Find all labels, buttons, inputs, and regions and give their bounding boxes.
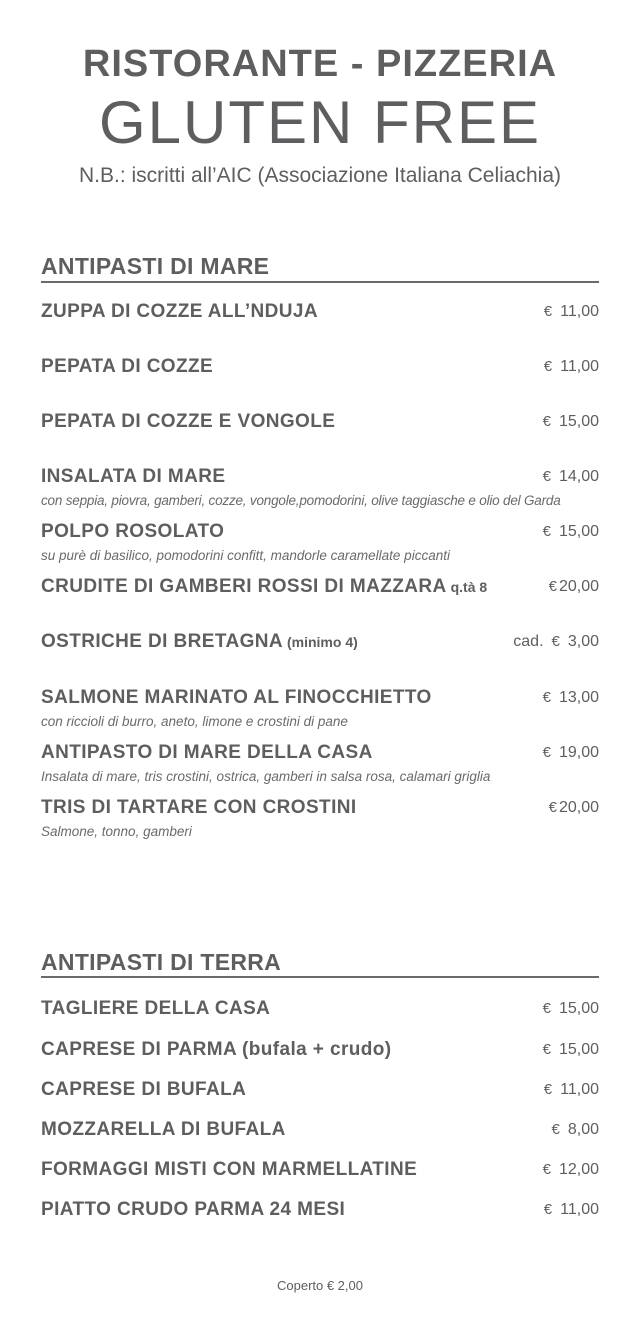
item-price: € 15,00: [542, 1000, 599, 1017]
item-name: OSTRICHE DI BRETAGNA (minimo 4): [41, 631, 358, 652]
item-name: PEPATA DI COZZE: [41, 356, 214, 377]
item-name: CAPRESE DI BUFALA: [41, 1079, 247, 1100]
item-name: POLPO ROSOLATO: [41, 521, 225, 542]
item-price: € 12,00: [542, 1161, 599, 1178]
item-price: € 11,00: [543, 1081, 599, 1098]
section-divider: [41, 976, 599, 978]
item-price: € 19,00: [542, 744, 599, 761]
item-name: PEPATA DI COZZE E VONGOLE: [41, 411, 336, 432]
item-description: su purè di basilico, pomodorini confitt, mandorle caramellate piccanti: [41, 548, 450, 563]
item-description: con riccioli di burro, aneto, limone e crostini di pane: [41, 714, 348, 729]
item-price: cad. € 3,00: [513, 633, 599, 650]
item-price: € 8,00: [551, 1121, 599, 1138]
item-price: € 20,00: [548, 799, 599, 816]
aic-note: N.B.: iscritti all’AIC (Associazione Italiana Celiachia): [78, 164, 561, 187]
item-price: € 11,00: [543, 358, 599, 375]
item-name: ZUPPA DI COZZE ALL’NDUJA: [41, 301, 319, 322]
item-price: € 11,00: [543, 1201, 599, 1218]
item-name: SALMONE MARINATO AL FINOCCHIETTO: [41, 687, 432, 708]
item-description: Salmone, tonno, gamberi: [41, 824, 192, 839]
item-price: € 13,00: [542, 689, 599, 706]
item-name: MOZZARELLA DI BUFALA: [41, 1119, 286, 1140]
item-name: TRIS DI TARTARE CON CROSTINI: [41, 797, 357, 818]
item-description: Insalata di mare, tris crostini, ostrica, gamberi in salsa rosa, calamari griglia: [41, 769, 491, 784]
item-qualifier: (minimo 4): [286, 634, 358, 650]
item-qualifier: q.tà 8: [450, 579, 488, 595]
item-name: CAPRESE DI PARMA (bufala + crudo): [41, 1039, 392, 1060]
section-title-antipasti-mare: ANTIPASTI DI MARE: [41, 253, 270, 279]
item-name: ANTIPASTO DI MARE DELLA CASA: [41, 742, 373, 763]
section-title-antipasti-terra: ANTIPASTI DI TERRA: [41, 949, 282, 975]
cover-charge: Coperto € 2,00: [276, 1278, 363, 1293]
item-description: con seppia, piovra, gamberi, cozze, vongole,pomodorini, olive taggiasche e olio del Garda: [41, 493, 561, 508]
restaurant-title: RISTORANTE - PIZZERIA: [82, 43, 558, 85]
item-name: CRUDITE DI GAMBERI ROSSI DI MAZZARA q.tà 8: [41, 576, 488, 597]
item-name: INSALATA DI MARE: [41, 466, 226, 487]
item-name: TAGLIERE DELLA CASA: [41, 998, 271, 1019]
gluten-free-title: GLUTEN FREE: [98, 89, 542, 156]
item-price: € 14,00: [542, 468, 599, 485]
item-name: PIATTO CRUDO PARMA 24 MESI: [41, 1199, 346, 1220]
item-price: € 15,00: [542, 523, 599, 540]
item-price: € 15,00: [542, 413, 599, 430]
item-price: € 20,00: [548, 578, 599, 595]
section-divider: [41, 281, 599, 283]
item-name: FORMAGGI MISTI CON MARMELLATINE: [41, 1159, 418, 1180]
item-price: € 15,00: [542, 1041, 599, 1058]
item-price: € 11,00: [543, 303, 599, 320]
